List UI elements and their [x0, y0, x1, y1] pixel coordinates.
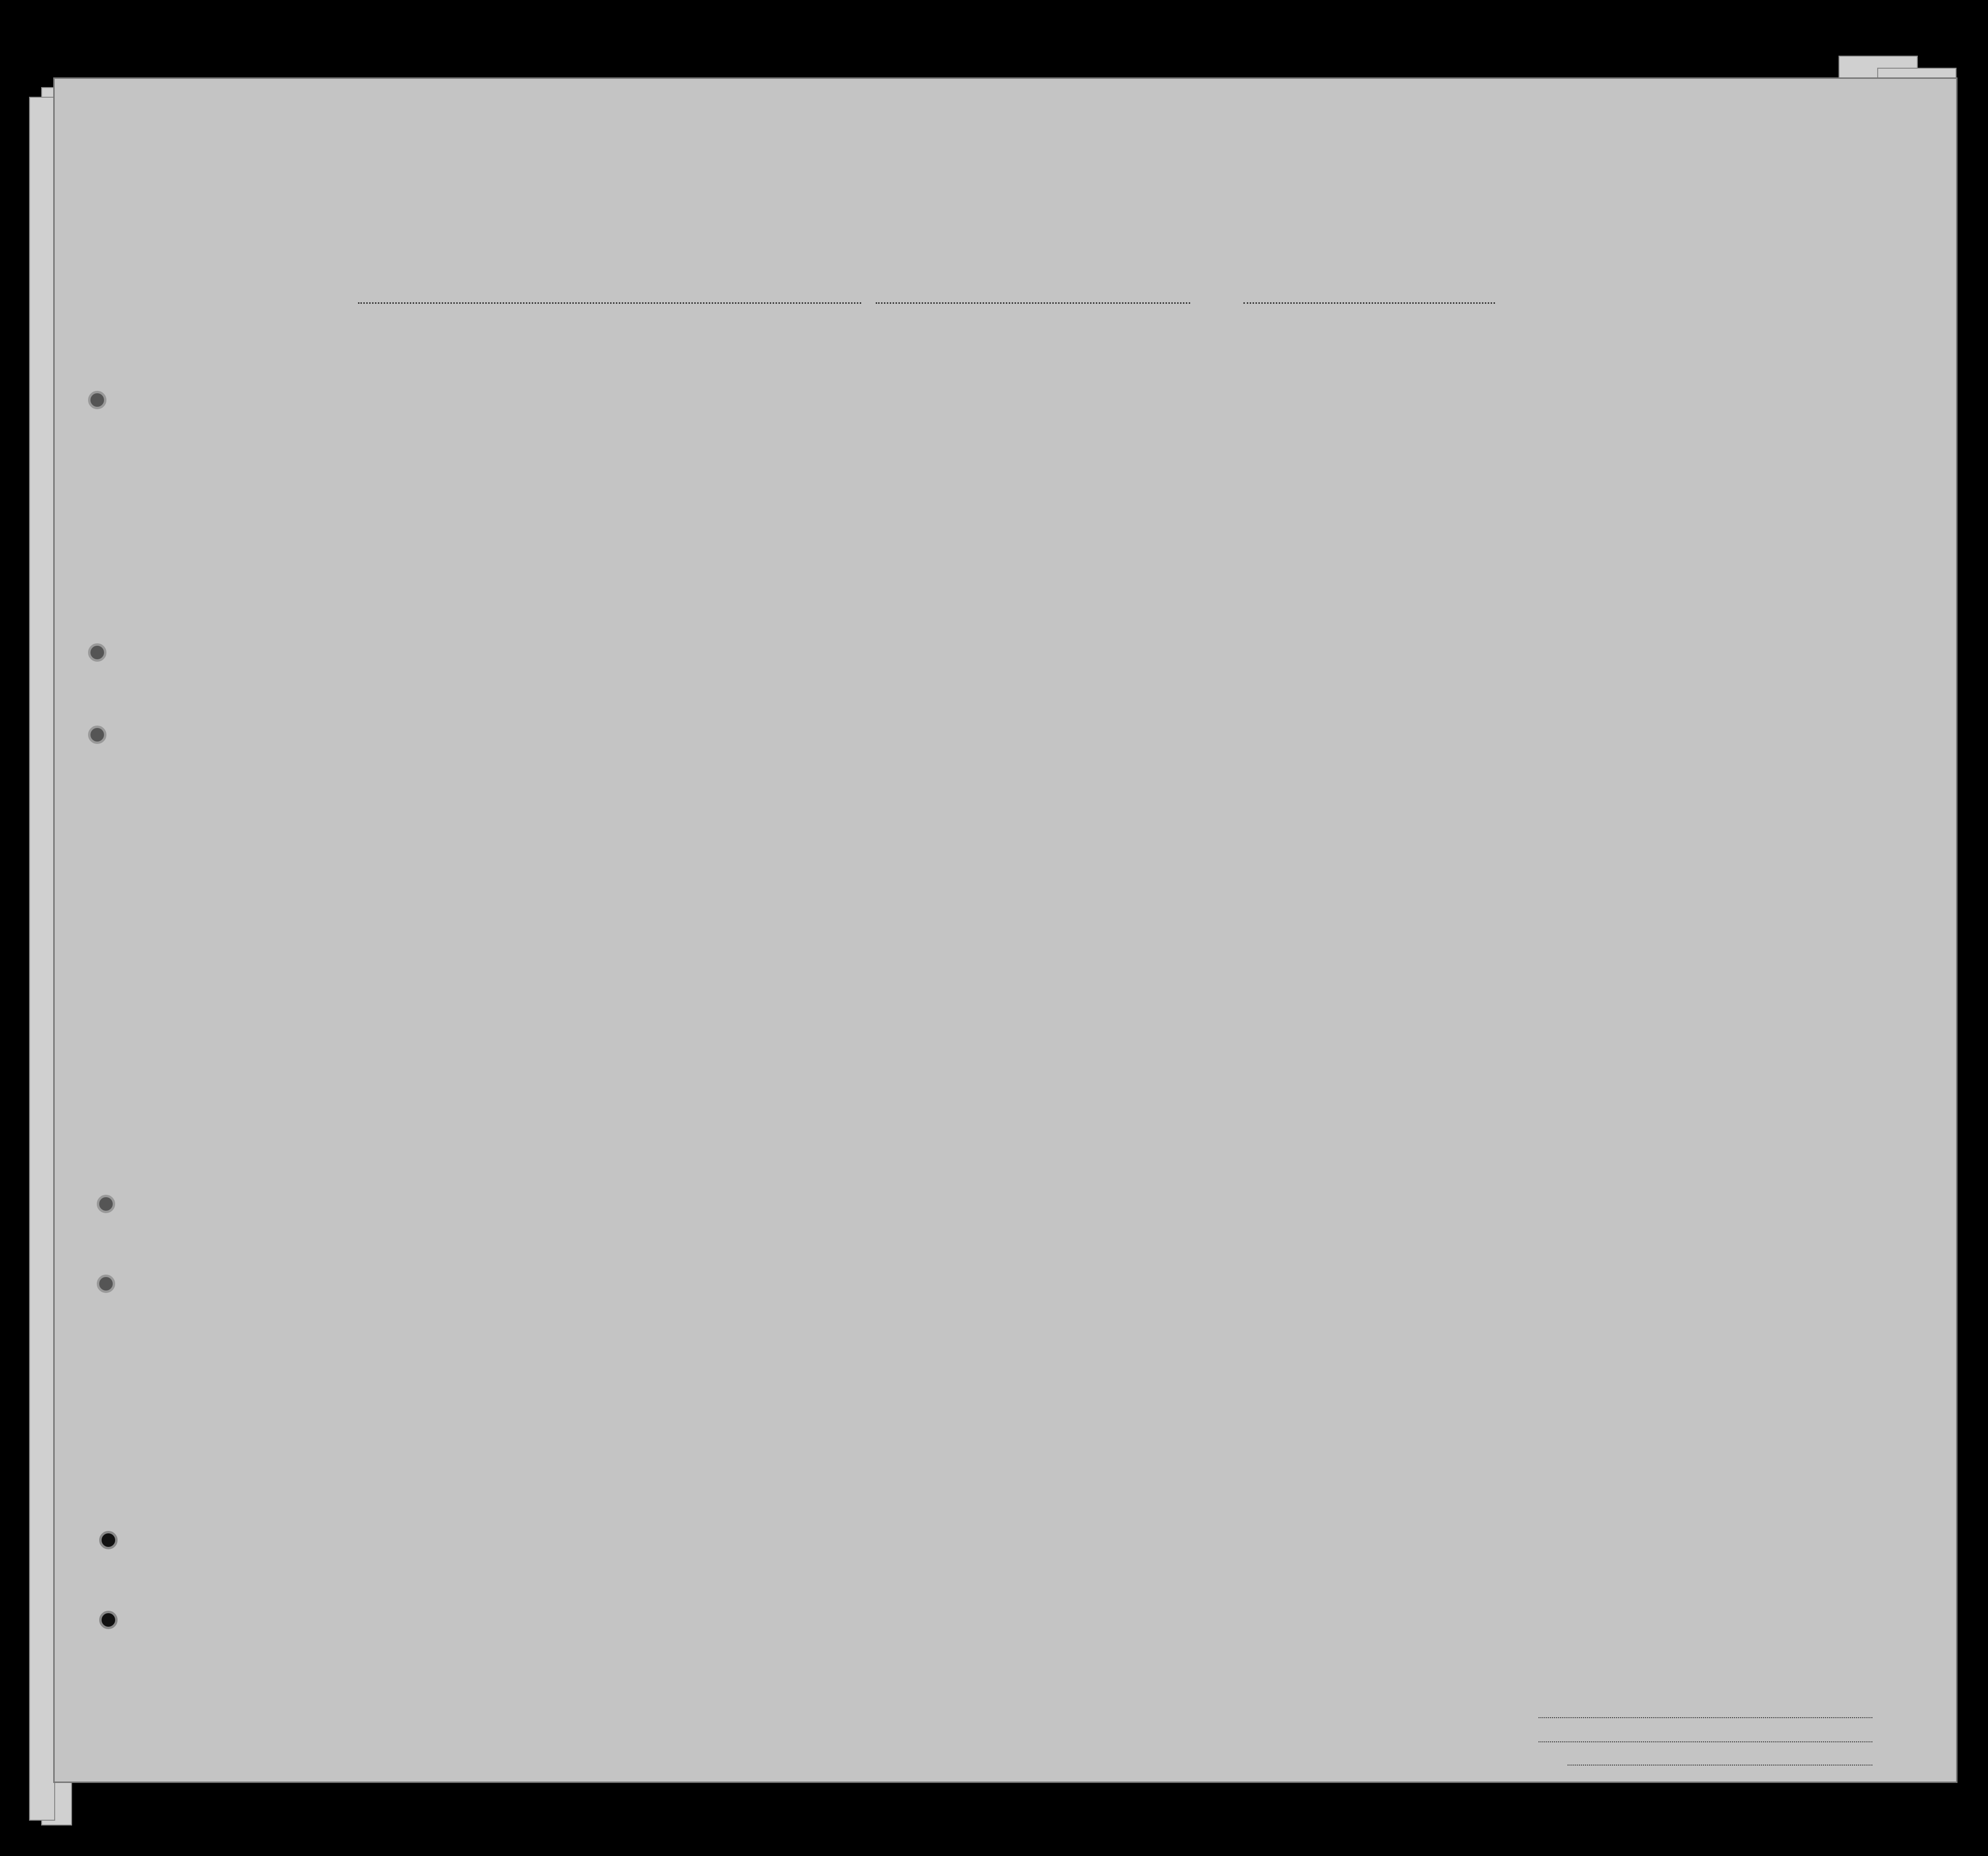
col-30-header — [1462, 360, 1479, 476]
signature-line-field[interactable] — [1539, 1717, 1872, 1718]
col-24-return — [1171, 377, 1200, 474]
col-27-header — [1350, 368, 1369, 479]
col-29-header — [1425, 360, 1454, 476]
col-21-header — [717, 360, 741, 476]
col-34-inches — [1652, 426, 1667, 474]
binder-hole — [88, 726, 106, 744]
col-19-header — [604, 360, 626, 476]
signature-agents-field[interactable] — [1568, 1765, 1872, 1766]
binder-hole — [99, 1611, 118, 1629]
binder-hole — [99, 1531, 118, 1549]
binder-hole — [97, 1275, 115, 1293]
col-31-header — [1488, 360, 1505, 476]
signature-owners-field[interactable] — [1539, 1741, 1872, 1742]
binder-hole — [97, 1195, 115, 1213]
col-25-header — [1282, 360, 1316, 476]
binder-hole — [88, 391, 106, 409]
col-34-feet — [1629, 435, 1644, 474]
col-24-length — [1210, 377, 1236, 474]
col-26-header — [1323, 368, 1343, 479]
col-24-citizen — [1246, 377, 1272, 474]
col-28-header — [1379, 360, 1422, 476]
binder-hole — [88, 643, 106, 662]
